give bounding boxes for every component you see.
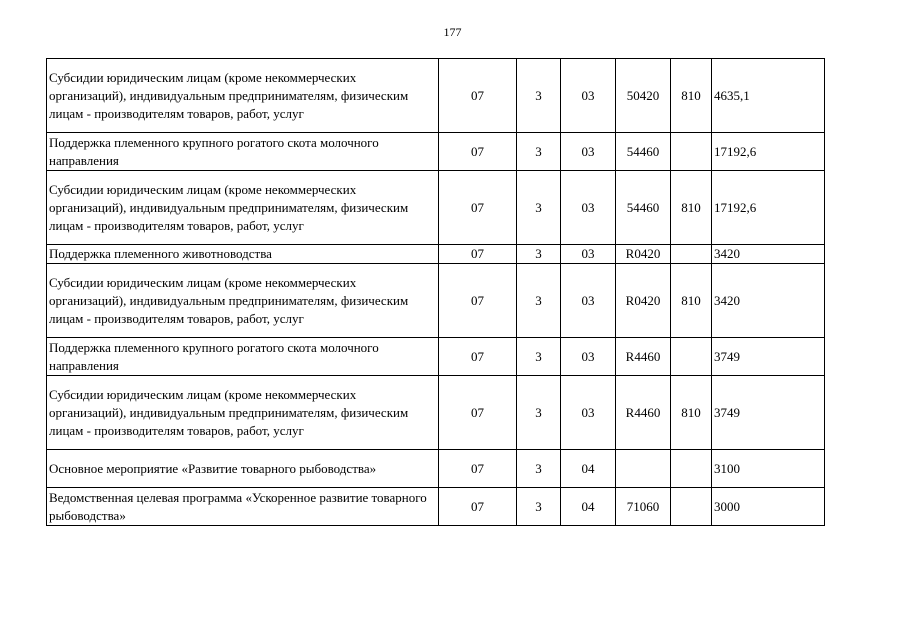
table-row — [47, 245, 825, 264]
row-amount: 3749 — [712, 338, 825, 376]
row-expense-type: 810 — [671, 376, 712, 450]
row-description: Поддержка племенного животноводства — [47, 245, 439, 264]
row-amount: 3100 — [712, 450, 825, 488]
row-expense-type: 810 — [671, 59, 712, 133]
row-description: Поддержка племенного крупного рогатого скота молочного направления — [47, 338, 439, 376]
row-description: Субсидии юридическим лицам (кроме некоммерческих организаций), индивидуальным предпринимателям, физическим лицам - производителям товаров, работ, услуг — [47, 59, 439, 133]
row-amount: 3749 — [712, 376, 825, 450]
row-subsection: 3 — [517, 264, 561, 338]
row-expense-type: 810 — [671, 171, 712, 245]
row-expense-type — [671, 338, 712, 376]
page-number: 177 — [443, 25, 462, 39]
row-description: Субсидии юридическим лицам (кроме некоммерческих организаций), индивидуальным предпринимателям, физическим лицам - производителям товаров, работ, услуг — [47, 264, 439, 338]
row-subsection: 3 — [517, 338, 561, 376]
table-row — [47, 338, 825, 376]
table-row — [47, 59, 825, 133]
row-target — [616, 450, 671, 488]
row-section: 07 — [439, 133, 517, 171]
row-target: 50420 — [616, 59, 671, 133]
table-row — [47, 450, 825, 488]
row-expense-type — [671, 488, 712, 526]
budget-table — [46, 58, 825, 526]
table-row — [47, 133, 825, 171]
table-row — [47, 376, 825, 450]
row-description: Субсидии юридическим лицам (кроме некоммерческих организаций), индивидуальным предпринимателям, физическим лицам - производителям товаров, работ, услуг — [47, 376, 439, 450]
row-code: 03 — [561, 133, 616, 171]
row-amount: 4635,1 — [712, 59, 825, 133]
row-amount: 3000 — [712, 488, 825, 526]
row-section: 07 — [439, 488, 517, 526]
row-amount: 3420 — [712, 264, 825, 338]
row-subsection: 3 — [517, 450, 561, 488]
row-subsection: 3 — [517, 171, 561, 245]
row-target: 71060 — [616, 488, 671, 526]
row-target: 54460 — [616, 133, 671, 171]
row-target: R0420 — [616, 245, 671, 264]
row-amount: 17192,6 — [712, 133, 825, 171]
table-row — [47, 488, 825, 526]
table-row — [47, 171, 825, 245]
row-amount: 3420 — [712, 245, 825, 264]
row-section: 07 — [439, 264, 517, 338]
row-description: Ведомственная целевая программа «Ускоренное развитие товарного рыбоводства» — [47, 488, 439, 526]
row-section: 07 — [439, 376, 517, 450]
row-description: Субсидии юридическим лицам (кроме некоммерческих организаций), индивидуальным предпринимателям, физическим лицам - производителям товаров, работ, услуг — [47, 171, 439, 245]
row-code: 03 — [561, 264, 616, 338]
row-code: 03 — [561, 376, 616, 450]
row-amount: 17192,6 — [712, 171, 825, 245]
row-code: 03 — [561, 245, 616, 264]
row-subsection: 3 — [517, 376, 561, 450]
row-target: R4460 — [616, 376, 671, 450]
row-section: 07 — [439, 338, 517, 376]
row-description: Основное мероприятие «Развитие товарного рыбоводства» — [47, 450, 439, 488]
row-subsection: 3 — [517, 488, 561, 526]
row-section: 07 — [439, 450, 517, 488]
row-target: R4460 — [616, 338, 671, 376]
row-code: 04 — [561, 488, 616, 526]
row-target: R0420 — [616, 264, 671, 338]
row-expense-type — [671, 245, 712, 264]
row-section: 07 — [439, 59, 517, 133]
row-target: 54460 — [616, 171, 671, 245]
row-description: Поддержка племенного крупного рогатого скота молочного направления — [47, 133, 439, 171]
row-subsection: 3 — [517, 59, 561, 133]
row-subsection: 3 — [517, 245, 561, 264]
row-expense-type: 810 — [671, 264, 712, 338]
row-expense-type — [671, 450, 712, 488]
row-code: 04 — [561, 450, 616, 488]
row-section: 07 — [439, 171, 517, 245]
table-row — [47, 264, 825, 338]
row-expense-type — [671, 133, 712, 171]
row-section: 07 — [439, 245, 517, 264]
row-code: 03 — [561, 338, 616, 376]
row-code: 03 — [561, 171, 616, 245]
row-code: 03 — [561, 59, 616, 133]
row-subsection: 3 — [517, 133, 561, 171]
